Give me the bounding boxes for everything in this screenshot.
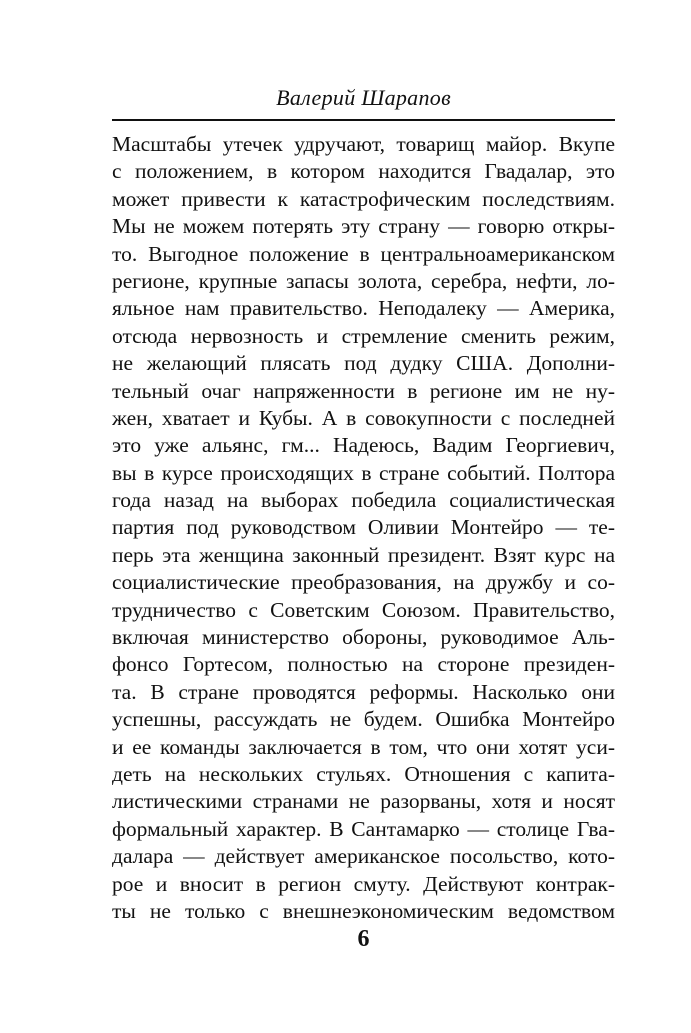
text-line: может привести к катастрофическим последствиям.: [112, 186, 615, 211]
text-line: вы в курсе происходящих в стране событий. Полтора: [112, 460, 615, 485]
body-text: [112, 131, 615, 925]
text-line: рое и вносит в регион смуту. Действуют контрак-: [112, 871, 615, 896]
text-line: года назад на выборах победила социалистическая: [112, 488, 615, 513]
text-line: формальный характер. В Сантамарко — столице Гва-: [112, 816, 615, 841]
text-line: жен, хватает и Кубы. А в совокупности с последней: [112, 405, 615, 430]
text-line: та. В стране проводятся реформы. Насколько они: [112, 679, 615, 704]
text-line: с положением, в котором находится Гвадалар, это: [112, 159, 615, 184]
text-line: фонсо Гортесом, полностью на стороне президен-: [112, 652, 615, 677]
text-line: включая министерство обороны, руководимое Аль-: [112, 625, 615, 650]
page-number: 6: [357, 926, 370, 952]
text-line: то. Выгодное положение в центральноамериканском: [112, 241, 615, 266]
text-line: отсюда нервозность и стремление сменить режим,: [112, 323, 615, 348]
text-line: регионе, крупные запасы золота, серебра, нефти, ло-: [112, 268, 615, 293]
text-line: и ее команды заключается в том, что они хотят уси-: [112, 734, 615, 759]
text-line: Мы не можем потерять эту страну — говорю откры-: [112, 214, 615, 239]
text-line: перь эта женщина законный президент. Взят курс на: [112, 542, 615, 567]
text-line: далара — действует американское посольство, кото-: [112, 844, 615, 869]
text-line: трудничество с Советским Союзом. Правительство,: [112, 597, 615, 622]
text-line: тельный очаг напряженности в регионе им не ну-: [112, 378, 615, 403]
text-line: успешны, рассуждать не будем. Ошибка Монтейро: [112, 707, 615, 732]
text-line: яльное нам правительство. Неподалеку — Америка,: [112, 296, 615, 321]
text-line: партия под руководством Оливии Монтейро — те-: [112, 515, 615, 540]
text-line: это уже альянс, гм... Надеюсь, Вадим Георгиевич,: [112, 433, 615, 458]
text-line: деть на нескольких стульях. Отношения с капита-: [112, 761, 615, 786]
text-line: ты не только с внешнеэкономическим ведомством: [112, 898, 615, 923]
text-line: Масштабы утечек удручают, товарищ майор. Вкупе: [112, 132, 615, 156]
running-header-author: Валерий Шарапов: [276, 85, 451, 110]
text-line: листическими странами не разорваны, хотя и носят: [112, 789, 615, 814]
text-line: социалистические преобразования, на дружбу и со-: [112, 570, 615, 595]
header-rule: [112, 119, 615, 121]
text-line: не желающий плясать под дудку США. Дополни-: [112, 351, 615, 376]
